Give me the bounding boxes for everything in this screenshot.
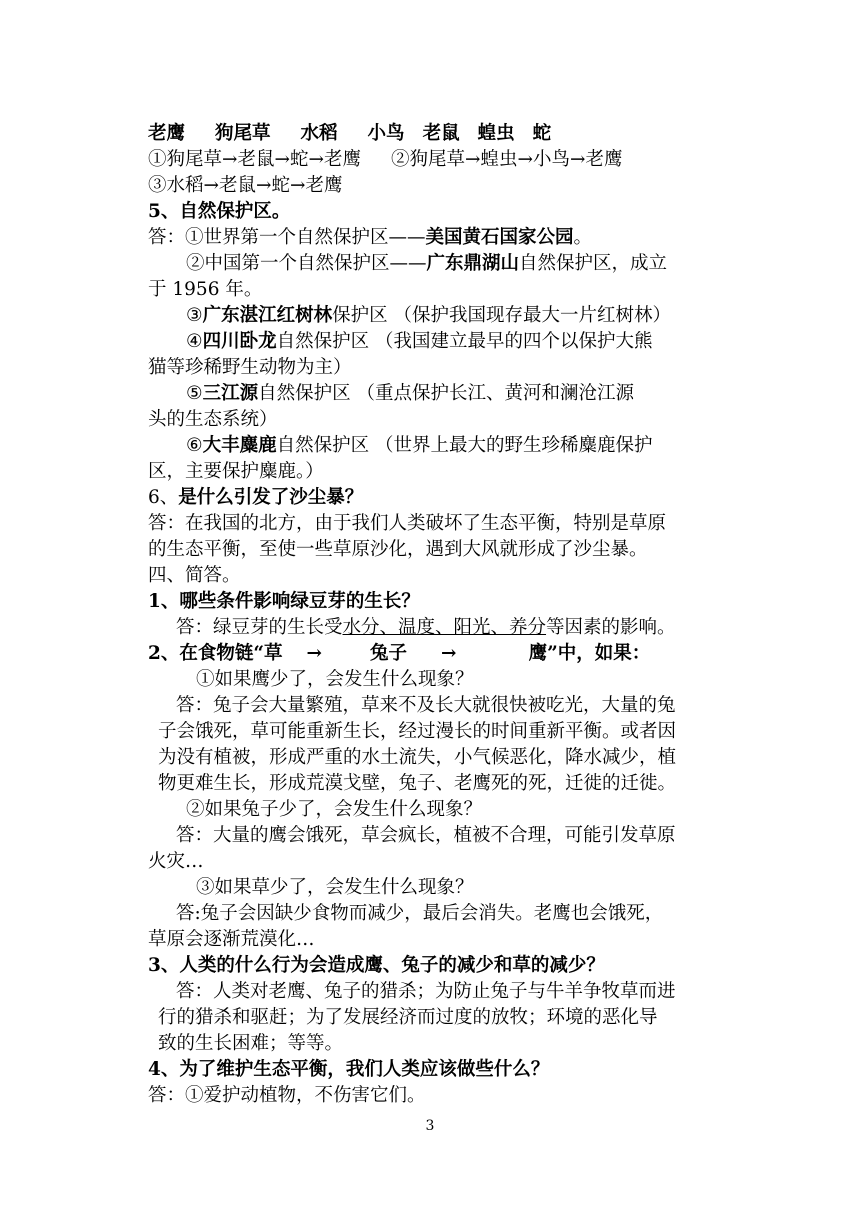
text: 鹰”中，如果： <box>528 643 651 664</box>
answer-line: 子会饿死，草可能重新生长，经过漫长的时间重新平衡。或者因 <box>158 721 677 742</box>
organism: 小鸟 <box>367 123 405 144</box>
text: 2、在食物链“草 <box>148 643 283 664</box>
organism: 蝗虫 <box>477 123 515 144</box>
sub-question: ③如果草少了，会发生什么现象？ <box>196 877 474 898</box>
answer-line: 答：①爱护动植物，不伤害它们。 <box>148 1085 426 1106</box>
answer-line <box>186 433 653 459</box>
reserve-name: 三江源 <box>202 383 259 404</box>
answer-line: 答：在我国的北方，由于我们人类破坏了生态平衡，特别是草原 <box>148 513 667 534</box>
question-text: 是什么引发了沙尘暴？ <box>178 487 364 508</box>
section-title: 四、简答。 <box>148 565 241 586</box>
organism: 老鹰 <box>148 123 186 144</box>
answer-line: 区，主要保护麋鹿。） <box>148 461 324 482</box>
text: ⑤ <box>186 383 203 404</box>
answer-line: 猫等珍稀野生动物为主） <box>148 357 352 378</box>
answer-line <box>186 303 671 329</box>
answer-line: 行的猎杀和驱赶；为了发展经济而过度的放牧；环境的恶化导 <box>158 1007 658 1028</box>
question-title: 1、哪些条件影响绿豆芽的生长？ <box>148 591 420 612</box>
text: 自然保护区 （重点保护长江、黄河和澜沧江源 <box>258 383 634 404</box>
food-chain-row <box>148 147 623 173</box>
arrow-icon: → <box>441 643 457 664</box>
sub-question: ②如果兔子少了，会发生什么现象？ <box>186 799 483 820</box>
underlined-factors: 水分、温度、阳光、养分 <box>342 617 547 638</box>
question-title: 3、人类的什么行为会造成鹰、兔子的减少和草的减少？ <box>148 955 605 976</box>
answer-line: 于 1956 年。 <box>148 279 263 300</box>
reserve-name: 美国黄石国家公园 <box>425 227 574 248</box>
question-title: 4、为了维护生态平衡，我们人类应该做些什么？ <box>148 1059 550 1080</box>
organism: 蛇 <box>532 123 552 144</box>
text: ④ <box>186 331 203 352</box>
answer-line <box>186 251 667 277</box>
organism: 水稻 <box>300 123 338 144</box>
question-title <box>148 485 363 511</box>
reserve-name: 广东鼎湖山 <box>426 253 520 274</box>
question-title: 5、自然保护区。 <box>148 201 291 222</box>
arrow-icon: → <box>306 643 323 664</box>
answer-line: 头的生态系统） <box>148 409 278 430</box>
food-chain: ②狗尾草→蝗虫→小鸟→老鹰 <box>391 149 623 170</box>
text: 等因素的影响。 <box>546 617 676 638</box>
reserve-name: 四川卧龙 <box>202 331 277 352</box>
text: ⑥ <box>186 435 203 456</box>
reserve-name: 广东湛江红树林 <box>202 305 333 326</box>
sub-question: ①如果鹰少了，会发生什么现象？ <box>196 669 474 690</box>
food-chain: ①狗尾草→老鼠→蛇→老鹰 <box>148 149 362 170</box>
answer-line: 为没有植被，形成严重的水土流失，小气候恶化，降水减少，植 <box>158 747 677 768</box>
answer-line: 草原会逐渐荒漠化… <box>148 929 315 950</box>
page-number: 3 <box>425 1118 435 1134</box>
answer-line <box>186 381 634 407</box>
answer-line: 的生态平衡，至使一些草原沙化，遇到大风就形成了沙尘暴。 <box>148 539 648 560</box>
answer-line <box>186 329 653 355</box>
question-number: 6、 <box>148 487 179 508</box>
organism: 老鼠 <box>422 123 460 144</box>
text: 自然保护区，成立 <box>519 253 668 274</box>
text: ③ <box>186 305 203 326</box>
answer-line: 答：人类对老鹰、兔子的猎杀；为防止兔子与牛羊争牧草而进 <box>176 981 676 1002</box>
text: 。 <box>573 227 593 248</box>
organism-list <box>148 121 551 147</box>
answer-line: 火灾… <box>148 851 204 872</box>
reserve-name: 大丰麋鹿 <box>202 435 277 456</box>
text: 自然保护区 （世界上最大的野生珍稀麋鹿保护 <box>276 435 653 456</box>
text: ②中国第一个自然保护区—— <box>186 253 427 274</box>
answer-line: 答:兔子会因缺少食物而减少，最后会消失。老鹰也会饿死， <box>176 903 664 924</box>
food-chain: ③水稻→老鼠→蛇→老鹰 <box>148 175 343 196</box>
text: 兔子 <box>370 643 408 664</box>
organism: 狗尾草 <box>215 123 271 144</box>
text: 答：①世界第一个自然保护区—— <box>148 227 426 248</box>
answer-line: 答：大量的鹰会饿死，草会疯长，植被不合理，可能引发草原 <box>176 825 676 846</box>
text: 自然保护区 （我国建立最早的四个以保护大熊 <box>276 331 653 352</box>
answer-line: 致的生长困难；等等。 <box>158 1033 344 1054</box>
question-title <box>148 641 650 667</box>
answer-line: 物更难生长，形成荒漠戈壁，兔子、老鹰死的死，迁徙的迁徙。 <box>158 773 677 794</box>
text: 保护区 （保护我国现存最大一片红树林） <box>332 305 671 326</box>
text: 答：绿豆芽的生长受 <box>176 617 343 638</box>
answer-line <box>176 615 676 641</box>
answer-line <box>148 225 592 251</box>
answer-line: 答：兔子会大量繁殖，草来不及长大就很快被吃光，大量的兔 <box>176 695 676 716</box>
